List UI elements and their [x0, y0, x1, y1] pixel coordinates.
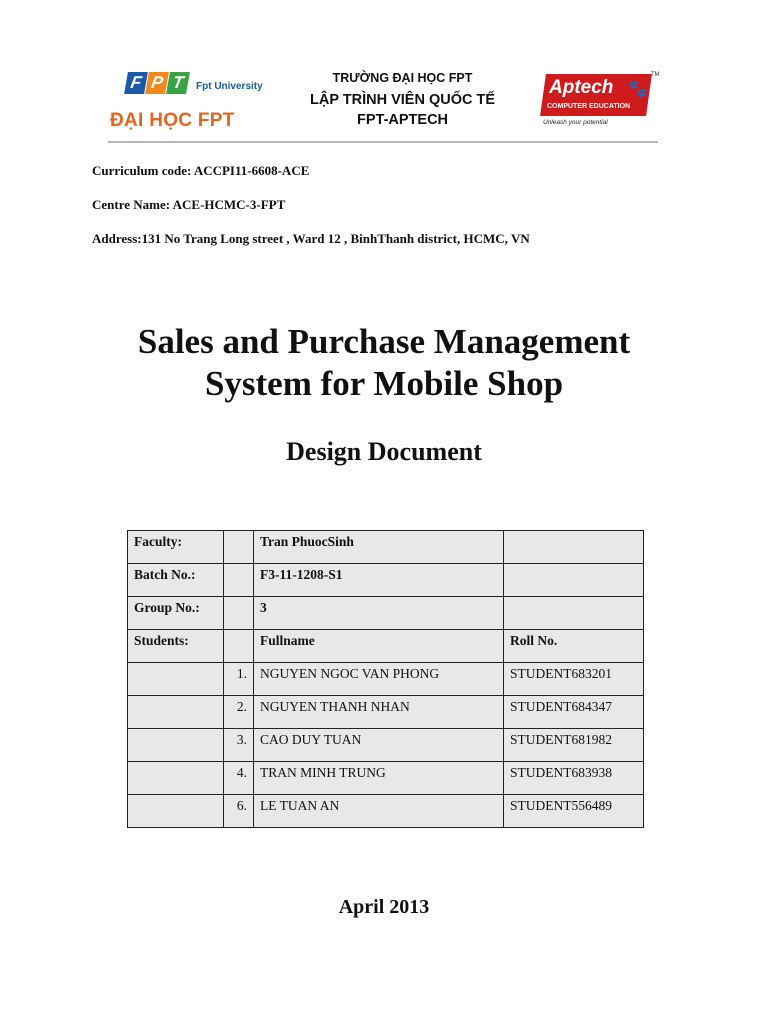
- empty-cell: [128, 696, 224, 729]
- batch-label: Batch No.:: [128, 564, 224, 597]
- empty-cell: [224, 564, 254, 597]
- student-row: [128, 729, 644, 762]
- header-center-title: [280, 70, 525, 130]
- student-name: NGUYEN NGOC VAN PHONG: [254, 663, 504, 696]
- project-info-table: [127, 530, 644, 828]
- centre-name: Centre Name: ACE-HCMC-3-FPT: [92, 197, 286, 212]
- table-row: [128, 564, 644, 597]
- header-partnership-name: FPT-APTECH: [356, 112, 449, 128]
- student-name: LE TUAN AN: [254, 795, 504, 828]
- empty-cell: [128, 663, 224, 696]
- fpt-tile-p: P: [145, 72, 169, 94]
- aptech-tagline: Unleash your potential: [543, 119, 608, 126]
- fpt-university-label: Fpt University: [196, 81, 263, 92]
- empty-cell: [128, 762, 224, 795]
- student-roll: STUDENT681982: [504, 729, 644, 762]
- aptech-logo-word: Aptech: [549, 77, 614, 98]
- title-line-1: Sales and Purchase Management: [137, 322, 631, 361]
- paw-icon: 🐾: [627, 79, 649, 98]
- student-name: TRAN MINH TRUNG: [254, 762, 504, 795]
- fullname-header: Fullname: [254, 630, 504, 663]
- faculty-label: Faculty:: [128, 531, 224, 564]
- faculty-value: Tran PhuocSinh: [254, 531, 504, 564]
- group-label: Group No.:: [128, 597, 224, 630]
- trademark-mark: TM: [651, 72, 660, 78]
- student-number: 4.: [224, 762, 254, 795]
- header-divider: [108, 141, 658, 143]
- empty-cell: [128, 795, 224, 828]
- document-title: [0, 321, 768, 405]
- header-program-name: LẬP TRÌNH VIÊN QUỐC TẾ: [309, 92, 496, 108]
- empty-cell: [504, 564, 644, 597]
- group-value: 3: [254, 597, 504, 630]
- batch-value: F3-11-1208-S1: [254, 564, 504, 597]
- student-roll: STUDENT684347: [504, 696, 644, 729]
- student-number: 6.: [224, 795, 254, 828]
- student-row: [128, 762, 644, 795]
- student-row: [128, 795, 644, 828]
- aptech-logo: [537, 72, 660, 134]
- fpt-logo-text: ĐẠI HỌC FPT: [110, 110, 235, 131]
- document-subtitle: Design Document: [286, 437, 482, 466]
- empty-cell: [224, 531, 254, 564]
- header-university-name: TRƯỜNG ĐẠI HỌC FPT: [332, 71, 473, 85]
- empty-cell: [224, 597, 254, 630]
- empty-cell: [224, 630, 254, 663]
- student-roll: STUDENT556489: [504, 795, 644, 828]
- student-roll: STUDENT683201: [504, 663, 644, 696]
- table-row: [128, 630, 644, 663]
- student-roll: STUDENT683938: [504, 762, 644, 795]
- table-row: [128, 531, 644, 564]
- fpt-tile-t: T: [166, 72, 190, 94]
- student-name: CAO DUY TUAN: [254, 729, 504, 762]
- student-number: 3.: [224, 729, 254, 762]
- students-label: Students:: [128, 630, 224, 663]
- student-number: 1.: [224, 663, 254, 696]
- page-header: [100, 62, 660, 146]
- table-row: [128, 597, 644, 630]
- fpt-tile-f: F: [124, 72, 148, 94]
- empty-cell: [504, 597, 644, 630]
- empty-cell: [504, 531, 644, 564]
- title-line-2: System for Mobile Shop: [204, 364, 564, 403]
- fpt-university-logo: [110, 68, 270, 138]
- student-number: 2.: [224, 696, 254, 729]
- address: Address:131 No Trang Long street , Ward 12 , BinhThanh district, HCMC, VN: [92, 231, 530, 246]
- student-row: [128, 696, 644, 729]
- student-row: [128, 663, 644, 696]
- roll-no-header: Roll No.: [504, 630, 644, 663]
- empty-cell: [128, 729, 224, 762]
- document-date: April 2013: [338, 896, 430, 918]
- student-name: NGUYEN THANH NHAN: [254, 696, 504, 729]
- aptech-logo-subtitle: COMPUTER EDUCATION: [547, 103, 631, 110]
- curriculum-code: Curriculum code: ACCPI11-6608-ACE: [92, 163, 310, 178]
